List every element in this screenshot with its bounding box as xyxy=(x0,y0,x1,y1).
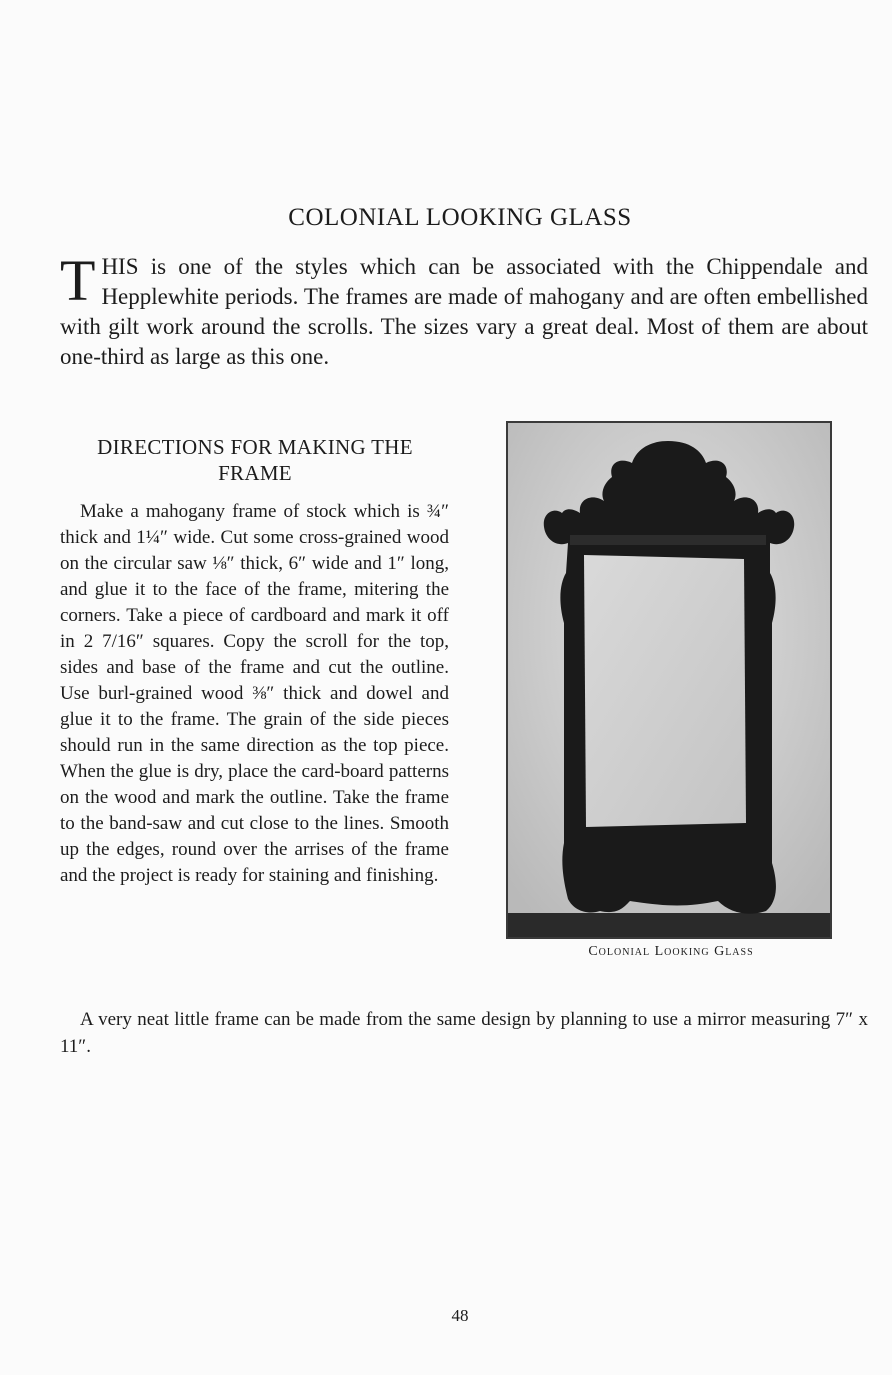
closing-paragraph: A very neat little frame can be made from the same design by planning to use a mirror measuring 7″ x 11″. xyxy=(60,1009,868,1057)
page-title: COLONIAL LOOKING GLASS xyxy=(288,204,632,231)
looking-glass-illustration xyxy=(508,423,830,937)
directions-paragraph: Make a mahogany frame of stock which is ¾″ thick and 1¼″ wide. Cut some cross-grained wood on the circular saw ⅛″ thick, 6″ wide and 1″ long, and glue it to the face of the frame, mitering the corners. Take a piece of cardboard and mark it off in 2 7/16″ squares. Copy the scroll for the top, sides and base of the frame and cut the outline. Use burl-grained wood ⅜″ thick and dowel and glue it to the frame. The grain of the side pieces should run in the same direction as the top piece. When the glue is dry, place the card-board patterns on the wood and mark the outline. Take the frame to the band-saw and cut close to the lines. Smooth up the edges, round over the arrises of the frame and the project is ready for staining and finishing. xyxy=(60,501,449,886)
page-number: 48 xyxy=(451,1306,469,1325)
directions-heading: DIRECTIONS FOR MAKING THE FRAME xyxy=(97,435,413,485)
drop-cap: T xyxy=(60,248,96,313)
figure-caption: Colonial Looking Glass xyxy=(588,944,754,959)
intro-text: HIS is one of the styles which can be associated with the Chippendale and Hepplewhite periods. The frames are made of mahogany and are often embellished with gilt work around the scrolls. The sizes vary a great deal. Most of them are about one-third as large as this one. xyxy=(60,254,868,369)
looking-glass-photo xyxy=(506,421,832,939)
intro-paragraph xyxy=(60,248,868,372)
